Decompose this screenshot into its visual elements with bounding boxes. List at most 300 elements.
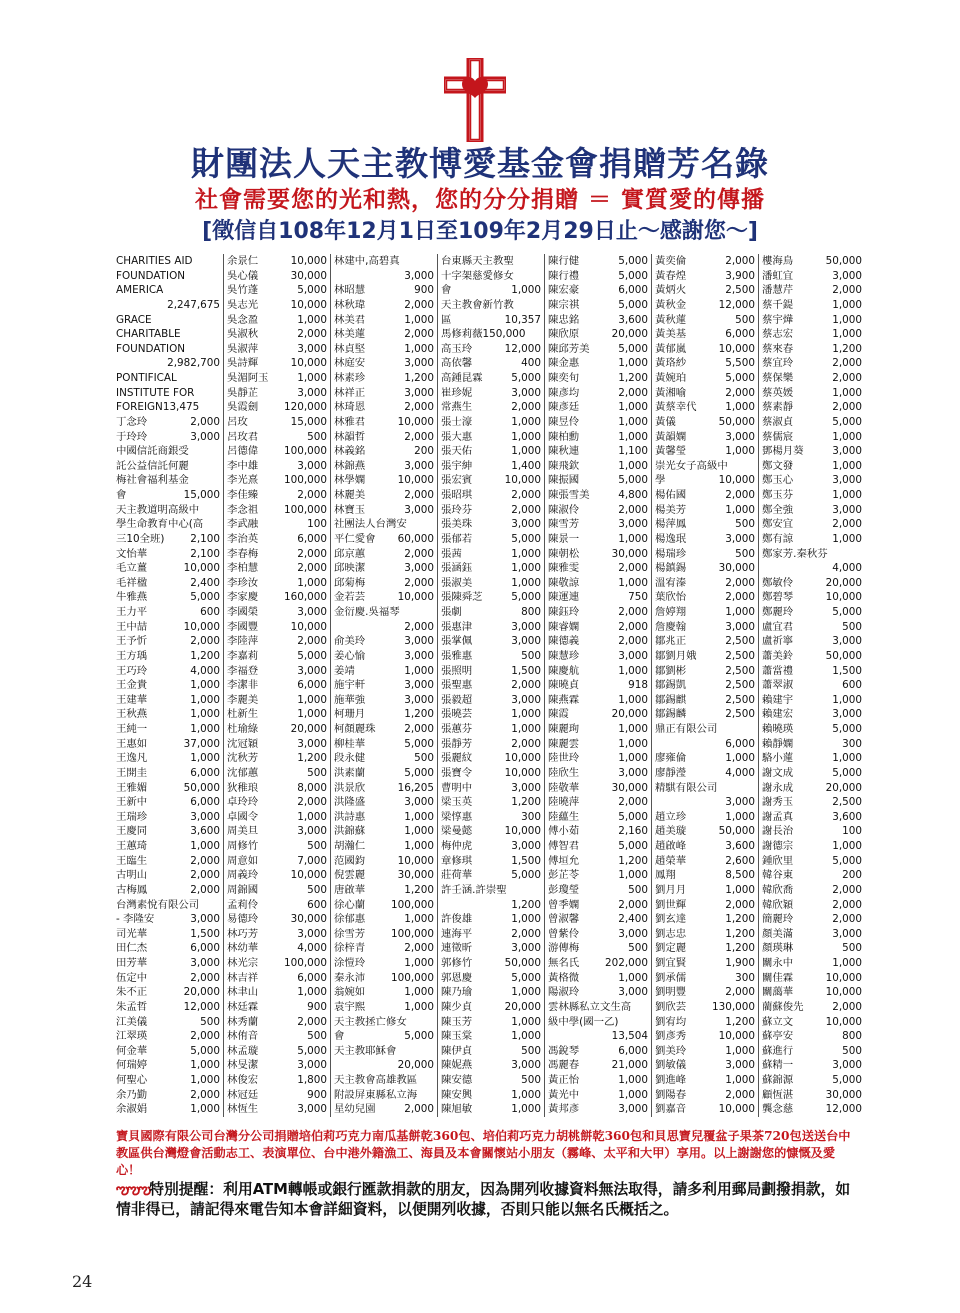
donor-name: 吳靜芷 [227,386,259,399]
donation-amount: 3,000 [404,796,434,809]
donor-name: 曹明中 [441,781,473,794]
donor-name: 高依馨 [441,357,473,370]
donor-name: 吳霞劍 [227,401,259,414]
donor-name: 彭芷苓 [548,869,580,882]
donor-entry [334,854,434,869]
donor-name: 鄭家芳.秦秋芬 [762,547,828,560]
donation-amount: 10,000 [397,854,434,867]
donor-entry [548,634,648,649]
donor-entry [441,415,541,430]
donor-entry [334,1058,434,1073]
donation-amount: 1,000 [618,357,648,370]
donation-amount: 1,000 [511,1103,541,1116]
donor-name: 王新中 [116,796,148,809]
donor-entry [762,985,862,1000]
donor-name: 李治英 [227,532,259,545]
donor-name: 關佳霖 [762,971,794,984]
donation-amount: 1,000 [725,503,755,516]
donor-entry [116,298,220,313]
period-heading: [徵信自108年12月1日至109年2月29日止～感謝您～] [202,219,758,244]
donation-amount: 30,000 [718,562,755,575]
donation-amount: 3,000 [297,664,327,677]
donation-amount: 10,000 [504,825,541,838]
donation-amount: 3,900 [725,269,755,282]
donor-entry [441,386,541,401]
donor-name: 陳行禮 [548,269,580,282]
donation-amount: 200 [842,869,862,882]
donor-name: 楊鎮錫 [655,562,687,575]
donor-entry [227,883,327,898]
donation-amount: 5,000 [618,810,648,823]
donor-entry [116,839,220,854]
donation-amount: 1,000 [832,313,862,326]
donation-amount: 1,000 [511,708,541,721]
donor-entry [227,488,327,503]
donor-name: 唐啟華 [334,883,366,896]
donation-amount: 3,000 [511,518,541,531]
donation-amount: 3,000 [511,1059,541,1072]
donation-amount [539,327,541,342]
donation-amount: 3,000 [725,620,755,633]
donation-amount: 1,000 [832,957,862,969]
donor-entry [227,1102,327,1117]
donor-name: 牛雅燕 [116,591,148,604]
donor-name: 周意如 [227,854,259,867]
donation-amount: 2,000 [725,1088,755,1101]
donation-amount [218,283,220,298]
donor-entry [762,956,862,971]
donation-amount: 6,000 [190,796,220,809]
donor-entry [227,430,327,445]
donation-amount: 6,000 [190,766,220,779]
donation-amount [218,269,220,284]
donation-amount [218,400,220,415]
donation-amount: 10,000 [290,869,327,882]
donation-amount: 1,200 [511,796,541,809]
donor-entry [441,634,541,649]
donation-amount: 1,000 [190,708,220,721]
donor-name: 林雅君 [334,415,366,428]
donor-name: 古明山 [116,869,148,882]
donation-amount: 5,000 [832,854,862,867]
donation-amount: 2,100 [190,547,220,560]
special-reminder [116,1180,856,1220]
donor-entry [548,298,648,313]
donation-amount: 2,000 [725,591,755,604]
donor-entry [227,1044,327,1059]
donor-column [651,254,758,1117]
donor-name: 精騏有限公司 [655,781,718,794]
donor-entry [116,664,220,679]
donor-column [758,254,865,1117]
donor-entry [762,1029,862,1044]
donation-amount: 1,000 [511,430,541,443]
donor-name: 陳彥廷 [548,401,580,414]
donor-name: 賴靜嫻 [762,737,794,750]
donor-entry [655,1044,755,1059]
donor-entry [762,883,862,898]
donation-amount: 2,000 [297,547,327,560]
donor-entry [762,941,862,956]
donation-amount: 12,000 [825,1103,862,1116]
donor-name: 楊瑞珍 [655,547,687,560]
donation-amount: 3,000 [618,927,648,940]
donor-name: 李春梅 [227,547,259,560]
donor-entry [548,342,648,357]
donation-amount: 2,000 [725,986,755,999]
donor-name: 林建中,高碧真 [334,255,400,267]
donor-entry [441,971,541,986]
donor-entry [441,649,541,664]
donor-entry [548,605,648,620]
donor-name: PONTIFICAL [116,372,177,384]
donor-name: 劉敏儀 [655,1059,687,1072]
donor-name: 朱不正 [116,986,148,999]
donor-entry [227,547,327,562]
donor-entry [441,327,541,342]
donor-name: 金衍慶.吳福琴 [334,606,400,618]
donation-amount: 5,000 [618,255,648,267]
donor-name: 學生命教育中心(高 [116,518,204,531]
donation-amount: 3,600 [190,825,220,838]
donor-entry [548,313,648,328]
donor-name: 王金貴 [116,679,148,692]
donation-amount: 1,200 [297,752,327,765]
donor-entry [441,1044,541,1059]
donor-entry [227,473,327,488]
donor-entry [334,371,434,386]
donor-name: 邱菊梅 [334,576,366,589]
donor-name: 張照明 [441,664,473,677]
donor-entry [762,605,862,620]
donor-name: 台灣素悅有限公司 [116,898,200,911]
donor-entry [548,459,648,474]
donor-entry [762,971,862,986]
donor-entry [227,985,327,1000]
donor-entry [762,400,862,415]
donor-entry [548,781,648,796]
donor-name: 蔡志宏 [762,328,794,341]
donation-amount: 2,000 [618,635,648,648]
donation-amount: 200 [414,445,434,458]
donor-entry [762,473,862,488]
donor-entry [548,824,648,839]
donor-name: 曾紫伶 [548,927,580,940]
donation-amount: 16,205 [397,781,434,794]
donor-entry [762,1088,862,1103]
donation-amount: 2,500 [725,635,755,648]
donor-name: 社團法人台灣安 [334,518,407,531]
donor-entry [227,590,327,605]
donor-entry [227,561,327,576]
donor-entry [548,517,648,532]
donation-amount: 3,000 [618,518,648,531]
donor-name: 張陳舜芝 [441,591,483,604]
donor-entry [441,576,541,591]
donor-entry [762,327,862,342]
donor-column [437,254,544,1117]
donation-amount: 5,000 [404,737,434,750]
donor-name: 天主教道明高級中 [116,503,200,516]
donor-name: 潘虹宜 [762,269,794,282]
donor-entry [441,547,541,562]
donation-amount: 3,000 [404,562,434,575]
donor-entry [334,1073,434,1088]
donor-entry [227,854,327,869]
donation-amount: 300 [521,810,541,823]
donation-amount: 800 [521,606,541,618]
donor-entry [334,868,434,883]
donation-amount: 1,200 [618,372,648,384]
donor-entry [334,1000,434,1015]
donation-amount: 1,000 [297,576,327,589]
donor-name: 司光華 [116,927,148,940]
donor-name: 李念祖 [227,503,259,516]
donation-amount: 500 [842,1044,862,1057]
donor-entry [227,620,327,635]
donor-name: 陳伊貞 [441,1044,473,1057]
donor-name: 陳麗珣 [548,723,580,735]
donor-name: 王慶同 [116,825,148,838]
donation-amount: 10,000 [504,752,541,765]
donation-amount: 4,000 [297,942,327,955]
donor-name: 張郁若 [441,532,473,545]
donor-entry [762,722,862,737]
donation-amount: 5,000 [297,649,327,662]
donor-entry [116,693,220,708]
donor-name: 無名氏 [548,957,580,969]
donation-amount: 1,000 [832,693,862,706]
donation-amount: 2,500 [832,796,862,809]
donor-entry [548,327,648,342]
donation-amount [218,313,220,328]
donor-entry [655,547,755,562]
donor-name: GRACE [116,313,152,326]
donor-entry [548,649,648,664]
donor-name: 吳淑秋 [227,328,259,341]
donation-amount: 2,000 [297,635,327,648]
donor-entry [116,254,220,269]
donor-name: 梅仲虎 [441,840,473,852]
donor-name: 陳朝松 [548,547,580,560]
donation-amount: 1,000 [725,606,755,618]
donor-entry [334,956,434,971]
donation-amount: 1,200 [404,883,434,896]
donor-name: 周美旦 [227,825,259,838]
donor-entry [441,927,541,942]
donor-name: 蔡千鍉 [762,298,794,311]
donor-entry [227,444,327,459]
donor-name: 杜瑜綠 [227,723,259,735]
donor-name: 姜靖 [334,664,355,677]
donor-name: 中國信託商銀受 [116,445,189,458]
donation-amount: 500 [735,518,755,531]
donor-entry [116,371,220,386]
donation-amount: 4,000 [725,766,755,779]
donor-name: 蔡淑貞 [762,415,794,428]
donation-amount [646,1000,648,1015]
donation-amount: 3,000 [511,781,541,794]
donation-amount: 2,000 [404,1103,434,1116]
donor-name: 陳少貞 [441,1000,473,1013]
donor-name: 陳睿嫻 [548,620,580,633]
donor-name: 陳旭敏 [441,1103,473,1116]
donation-amount: 10,000 [718,1103,755,1116]
donor-entry [762,810,862,825]
donor-entry [334,649,434,664]
donation-amount: 5,000 [832,723,862,735]
donor-name: 張雅惠 [441,649,473,662]
donation-amount: 2,000 [297,562,327,575]
donation-amount [218,473,220,488]
donor-entry [655,1088,755,1103]
donor-entry [334,283,434,298]
donation-amount: 1,200 [832,342,862,355]
donation-amount: 500 [628,883,648,896]
donor-entry [655,781,755,796]
donor-entry [762,298,862,313]
donor-name: 卓國令 [227,810,259,823]
donor-entry [762,430,862,445]
donation-amount: 3,000 [404,693,434,706]
donor-entry [655,444,755,459]
donation-amount: 50,000 [183,781,220,794]
donation-amount: 2,000 [618,386,648,399]
donation-amount: 1,000 [511,445,541,458]
donation-amount: 2,000 [511,503,541,516]
donor-name: 鄭全強 [762,503,794,516]
donor-name: 張靜芳 [441,737,473,750]
donation-amount: 10,000 [825,971,862,984]
donation-amount: 30,000 [290,269,327,282]
donor-entry [762,898,862,913]
donor-name: 卓玲玲 [227,796,259,809]
donor-entry [227,751,327,766]
donation-amount: 100,000 [284,957,327,969]
donor-name: 蘇精一 [762,1059,794,1072]
donor-name: 孟莉伶 [227,898,259,911]
donor-entry [441,488,541,503]
donation-amount: 1,000 [832,459,862,472]
donor-entry [227,971,327,986]
donor-entry [116,576,220,591]
donor-entry [548,415,648,430]
donor-entry [227,810,327,825]
donor-name: 楊萍鳳 [655,518,687,531]
donor-name: 劉陽春 [655,1088,687,1101]
donor-entry [762,927,862,942]
donation-amount: 1,000 [832,532,862,545]
donor-name: 梁惇惠 [441,810,473,823]
donation-amount [432,605,434,620]
donor-name: 劉定麗 [655,942,687,955]
donor-entry [762,503,862,518]
donor-name: 張士濠 [441,415,473,428]
donor-entry [441,795,541,810]
donation-amount: 1,000 [190,1059,220,1072]
donor-entry [655,722,755,737]
donor-name: 陳欣原 [548,328,580,341]
donor-name: 黃正怡 [548,1074,580,1086]
donor-name: 王逸凡 [116,752,148,765]
donor-name: 劉嘉音 [655,1103,687,1116]
donor-entry [227,737,327,752]
donation-amount: 1,000 [511,1015,541,1028]
donor-name: 江美儀 [116,1015,148,1028]
donor-entry [655,532,755,547]
donor-entry [762,795,862,810]
donation-amount: 600 [200,606,220,618]
donation-amount: 10,000 [290,255,327,267]
donor-entry [334,254,434,269]
donor-name: 陳玉棠 [441,1030,473,1043]
donation-amount: 2,000 [832,518,862,531]
donor-name: 李福登 [227,664,259,677]
donor-name: 蔡保樂 [762,372,794,384]
donor-name: 馬修莉薇150,000 [441,328,526,341]
donor-name: 涂愷玲 [334,957,366,969]
donation-amount: 1,800 [297,1074,327,1086]
donor-entry [441,707,541,722]
donation-amount: 3,600 [725,840,755,852]
donor-name: 黃儀 [655,415,676,428]
donor-entry [655,854,755,869]
donor-entry [334,824,434,839]
donor-entry [762,634,862,649]
donor-name: 天主教耶穌會 [334,1044,397,1057]
donor-name: 李珍汝 [227,576,259,589]
donor-name: 陸蘊生 [548,810,580,823]
donor-name: 高玉玲 [441,342,473,355]
donor-name: 張大惠 [441,430,473,443]
donor-name: 文怡華 [116,547,148,560]
donation-amount: 1,200 [725,927,755,940]
donor-name: 陳慶航 [548,664,580,677]
donation-amount [218,898,220,913]
donor-name: 鄭敏伶 [762,576,794,589]
donor-entry [548,488,648,503]
donor-name: 朱孟哲 [116,1000,148,1013]
donation-amount: 5,000 [725,372,755,384]
donation-amount: 800 [842,1030,862,1043]
donation-amount: 13,504 [611,1030,648,1043]
donor-name: 託公益信託何麗 [116,459,189,472]
donor-name: 洪詩惠 [334,810,366,823]
donor-name: 王臨生 [116,854,148,867]
donation-amount: 10,000 [290,357,327,370]
donor-name: 賴建宏 [762,708,794,721]
donor-name: 李中雄 [227,459,259,472]
donor-entry [334,532,434,547]
donor-entry [334,547,434,562]
donor-name: 沈冠穎 [227,737,259,750]
donor-name: 曾季嫻 [548,898,580,911]
donor-entry [116,898,220,913]
donor-name: 陸欣生 [548,766,580,779]
donor-entry [655,927,755,942]
donation-amount: 1,000 [404,1000,434,1013]
donor-entry [548,737,648,752]
donor-name: 陳宏豪 [548,284,580,297]
donor-entry [116,795,220,810]
donor-name: 張聖惠 [441,679,473,692]
donor-entry [655,576,755,591]
donor-name: 黃炳火 [655,284,687,297]
donor-entry [762,737,862,752]
donor-entry [441,473,541,488]
donor-entry [227,868,327,883]
donor-entry [548,1058,648,1073]
